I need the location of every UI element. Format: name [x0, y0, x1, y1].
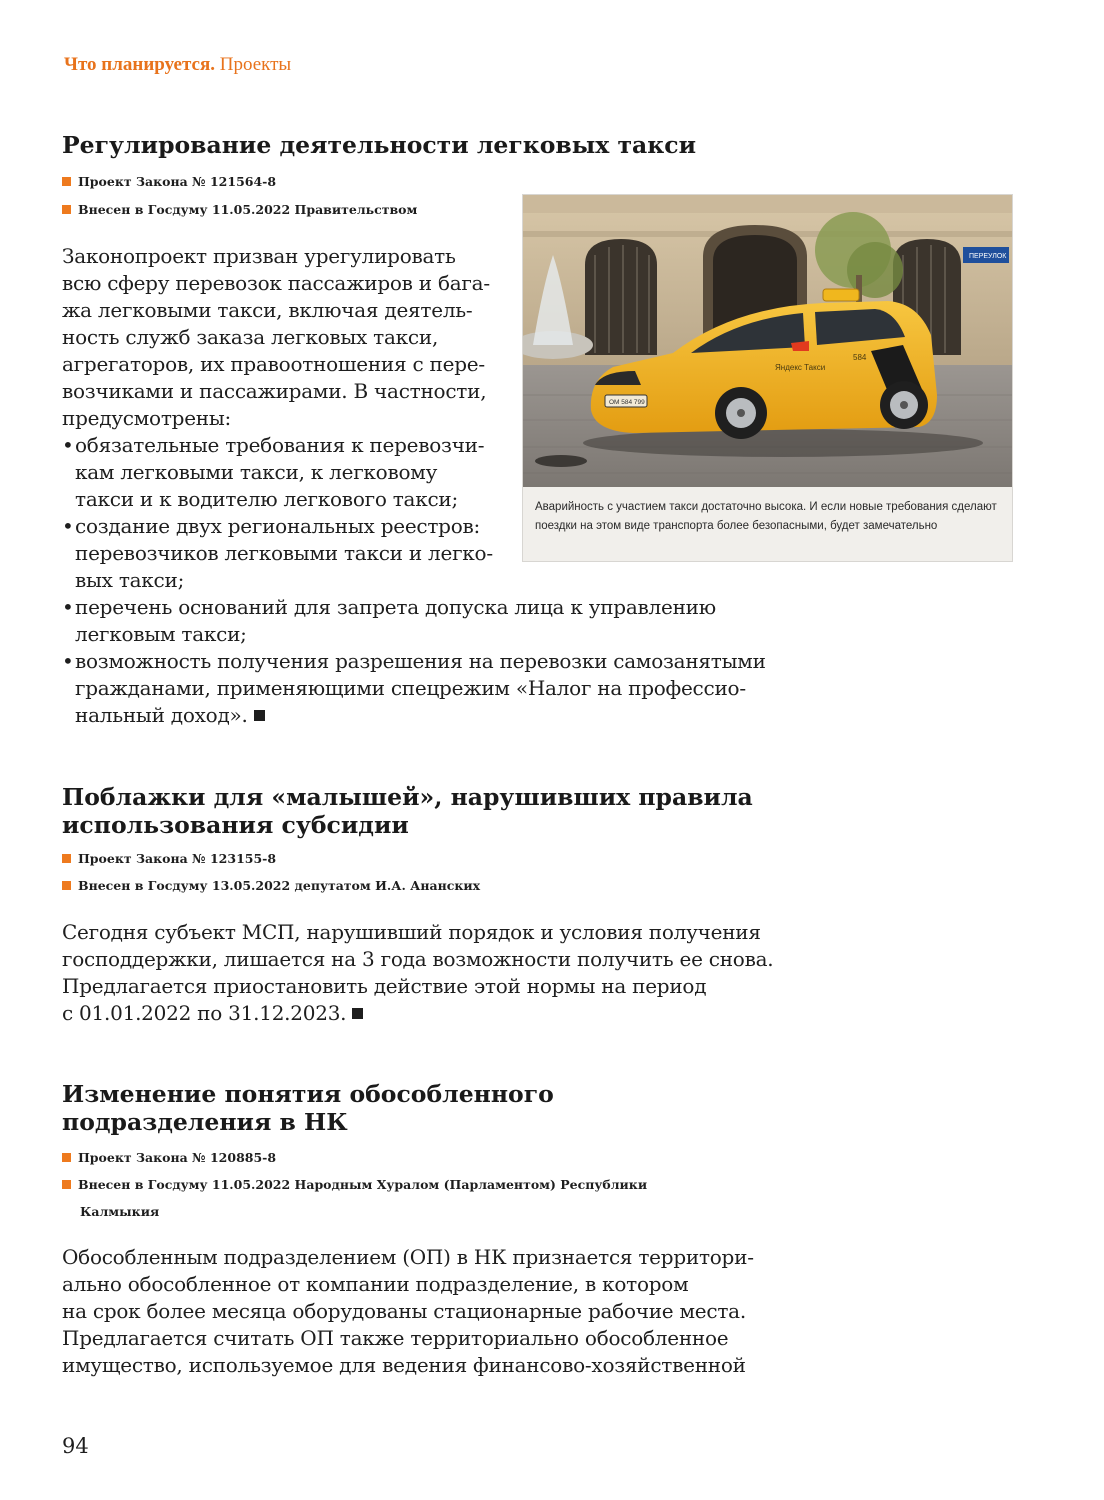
title-line: Поблажки для «малышей», нарушивших правила [62, 783, 753, 811]
title-line: подразделения в НК [62, 1108, 348, 1136]
license-plate-text: ОМ 584 799 [609, 399, 645, 406]
body-line: Предлагается приостановить действие этой нормы на период [62, 974, 707, 998]
article-title [62, 1080, 554, 1136]
bill-submission [62, 878, 480, 894]
orange-square-icon [62, 1153, 71, 1162]
orange-square-icon [62, 854, 71, 863]
bullet-line [62, 702, 766, 729]
title-line: использования субсидии [62, 811, 409, 839]
body-line: жа легковыми такси, включая деятель- [62, 298, 473, 322]
orange-square-icon [62, 1180, 71, 1189]
article-title [62, 131, 696, 159]
bullet-line: вых такси; [75, 568, 185, 592]
photo-caption: Аварийность с участием такси достаточно высока. И если новые требования сделают поездки на этом виде транспорта более безопасными, будет замечательно [535, 501, 997, 532]
orange-square-icon [62, 177, 71, 186]
body-line: Предлагается считать ОП также территориально обособленное [62, 1326, 729, 1350]
bill-number-text: Проект Закона № 120885-8 [78, 1150, 277, 1165]
street-sign-text: ПЕРЕУЛОК [969, 253, 1007, 260]
photo-figure [522, 194, 1013, 562]
body-line: ность служб заказа легковых такси, [62, 325, 439, 349]
body-line: агрегаторов, их правоотношения с пере- [62, 352, 485, 376]
bill-submission-text: Внесен в Госдуму 11.05.2022 Правительством [78, 202, 418, 217]
body-line: всю сферу перевозок пассажиров и бага- [62, 271, 490, 295]
bill-submission-continued: Калмыкия [80, 1204, 160, 1219]
title-line: Изменение понятия обособленного [62, 1080, 554, 1108]
page-number: 94 [62, 1434, 89, 1458]
bullet-line: • возможность получения разрешения на перевозки самозанятыми [62, 648, 766, 675]
yellow-taxi-illustration [523, 195, 1012, 487]
end-of-article-mark [254, 710, 265, 721]
body-line-text: с 01.01.2022 по 31.12.2023. [62, 1001, 347, 1025]
bullet-line: такси и к водителю легкового такси; [75, 487, 458, 511]
orange-square-icon [62, 881, 71, 890]
taxi-photo [523, 195, 1012, 487]
section-sublabel: Проекты [219, 54, 292, 75]
running-header [64, 54, 291, 76]
body-line: имущество, используемое для ведения финансово-хозяйственной [62, 1353, 746, 1377]
article-body [62, 1244, 754, 1379]
bullet-line: кам легковыми такси, к легковому [75, 460, 438, 484]
bill-number [62, 1150, 276, 1166]
body-line: предусмотрены: [62, 406, 232, 430]
section-label: Что планируется. [64, 54, 215, 75]
bullet-line: • создание двух региональных реестров: [62, 513, 766, 540]
door-text: Яндекс Такси [775, 363, 826, 372]
bullet-line: перевозчиков легковыми такси и легко- [75, 541, 493, 565]
body-line: Законопроект призван урегулировать [62, 244, 456, 268]
bill-number-text: Проект Закона № 123155-8 [78, 851, 277, 866]
article-title [62, 783, 753, 839]
body-line: господдержки, лишается на 3 года возможности получить ее снова. [62, 947, 774, 971]
bill-submission-text: Внесен в Госдуму 13.05.2022 депутатом И.А. Ананских [78, 878, 481, 893]
bullet-line: • обязательные требования к перевозчи- [62, 432, 766, 459]
body-line: на срок более месяца оборудованы стационарные рабочие места. [62, 1299, 746, 1323]
end-of-article-mark [352, 1008, 363, 1019]
bullet-item [62, 648, 766, 729]
bill-number [62, 851, 276, 867]
bill-submission [62, 202, 417, 218]
orange-square-icon [62, 205, 71, 214]
bullet-line: • перечень оснований для запрета допуска лица к управлению [62, 594, 766, 621]
title-line: Регулирование деятельности легковых такси [62, 131, 696, 159]
body-line: возчиками и пассажирами. В частности, [62, 379, 487, 403]
body-line: Обособленным подразделением (ОП) в НК признается территори- [62, 1245, 754, 1269]
car-number-text: 584 [853, 353, 867, 362]
bill-submission [62, 1177, 647, 1193]
bill-submission-text: Внесен в Госдуму 11.05.2022 Народным Хуралом (Парламентом) Республики [78, 1177, 648, 1192]
bullet-item [62, 594, 766, 648]
body-line: Сегодня субъект МСП, нарушивший порядок и условия получения [62, 920, 761, 944]
bullet-line: гражданами, применяющими спецрежим «Налог на профессио- [75, 676, 746, 700]
body-line: ально обособленное от компании подразделение, в котором [62, 1272, 689, 1296]
bill-number-text: Проект Закона № 121564-8 [78, 174, 277, 189]
article-body [62, 919, 773, 1027]
body-line [62, 1000, 773, 1027]
bullet-line: легковым такси; [75, 622, 247, 646]
bullet-line-text: нальный доход». [75, 703, 248, 727]
bill-number [62, 174, 276, 190]
